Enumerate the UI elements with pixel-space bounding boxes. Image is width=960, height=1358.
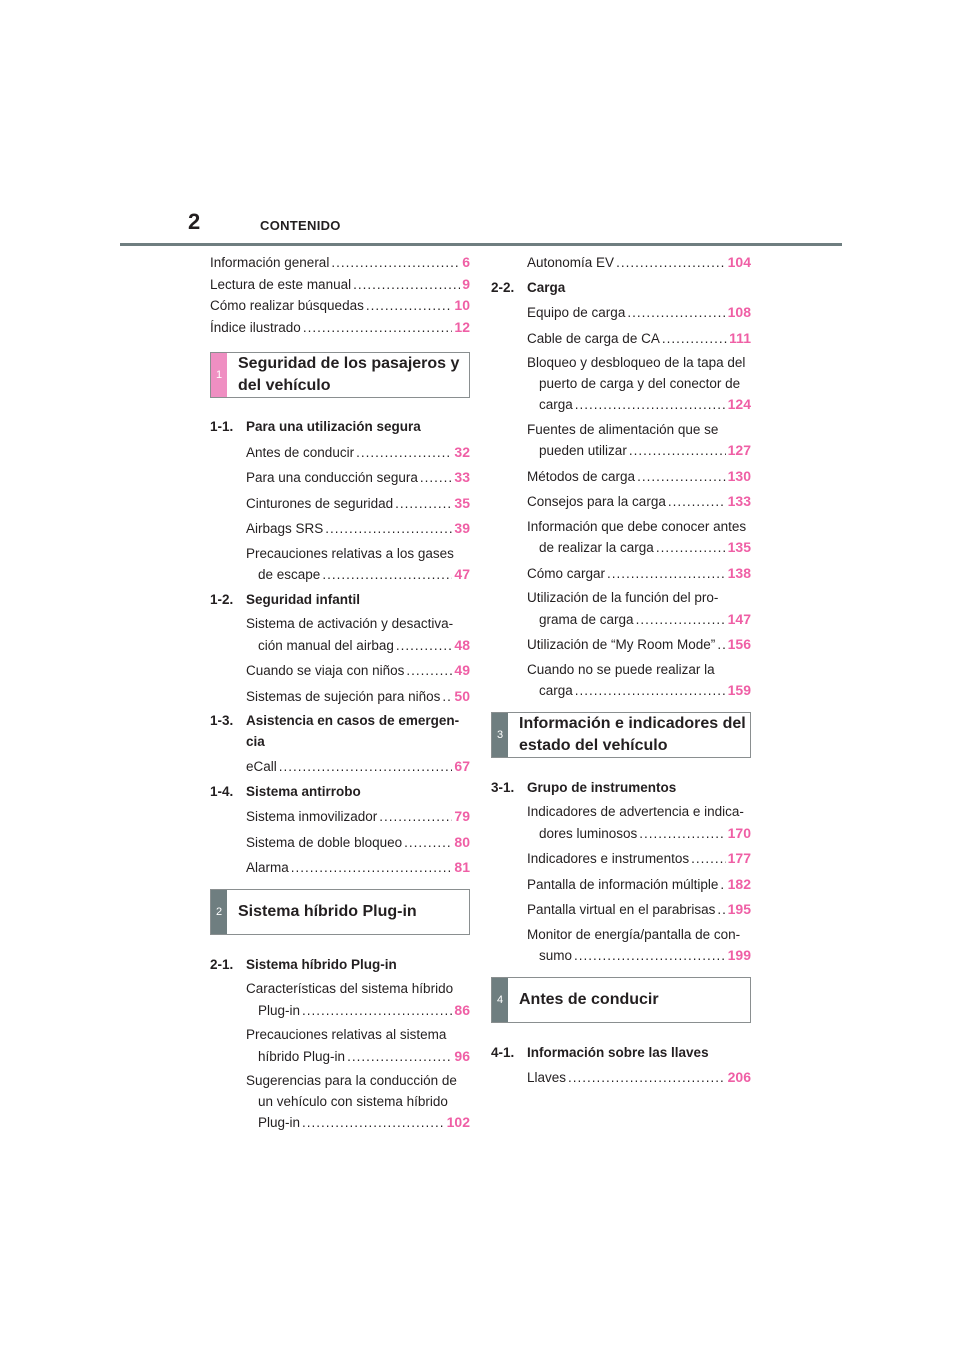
section-heading: 1-2. Seguridad infantil [210,591,361,607]
entry-text: Plug-in [258,1002,301,1018]
toc-entry[interactable] [491,802,751,844]
page-link[interactable]: 177 [727,850,751,866]
intro-list [210,252,470,338]
dot-leader [717,635,725,656]
toc-entry[interactable] [491,925,751,967]
entry-text: un vehículo con sistema híbrido [258,1093,448,1109]
page-link[interactable]: 6 [462,254,470,270]
dot-leader [575,395,726,416]
dot-leader [668,492,726,513]
dot-leader [639,824,725,845]
entry-text: de realizar la carga [539,540,654,555]
toc-entry[interactable] [210,1025,470,1067]
dot-leader [356,443,452,464]
entry-text: Indicadores e instrumentos [527,851,690,866]
chapter-title: Antes de conducir [519,990,659,1008]
page-link[interactable]: 133 [727,493,751,509]
toc-entry[interactable] [210,614,470,656]
dot-leader [420,468,453,489]
entry-text: Cable de carga de CA [527,330,660,346]
chapter-tab: 1 [211,353,227,397]
entry-text: Consejos para la carga [527,494,666,509]
entry-text: Antes de conducir [246,444,355,460]
entry-text: Sistema de activación y desactiva- [246,616,454,631]
page-link[interactable]: 81 [454,859,470,875]
toc-entry[interactable] [491,563,751,585]
toc-entry[interactable] [491,1067,751,1089]
page-link[interactable]: 156 [727,636,751,652]
dot-leader [347,1047,452,1068]
dot-leader [629,441,726,462]
entry-text: dores luminosos [539,825,638,841]
entry-text: Cuando se viaja con niños [246,663,405,678]
chapter-tab: 2 [211,890,227,934]
entry-text: Utilización de “My Room Mode” [527,637,716,652]
section-heading: 3-1. Grupo de instrumentos [491,779,677,795]
page-link[interactable]: 33 [454,469,470,485]
section-heading: 2-1. Sistema híbrido Plug-in [210,956,397,972]
dot-leader [691,849,726,870]
toc-entry[interactable] [491,899,751,921]
dot-leader [279,757,453,778]
entry-text: Para una conducción segura [246,470,418,485]
entry-text: Métodos de carga [527,468,636,484]
toc-entry[interactable] [210,274,470,296]
page-link[interactable]: 159 [727,682,751,698]
page-link[interactable]: 80 [454,833,470,850]
entry-text: Bloqueo y desbloqueo de la tapa del [527,355,746,370]
entry-text: ción manual del airbag [258,637,394,653]
dot-leader [575,681,726,702]
toc-entry[interactable] [491,466,751,488]
page-link[interactable]: 86 [454,1001,470,1018]
entry-text: Características del sistema híbrido [246,981,454,996]
toc-entry[interactable] [491,252,751,274]
entry-text: carga [539,683,573,698]
toc-entry[interactable] [210,660,470,682]
toc-entry[interactable] [210,756,470,778]
dot-leader [607,564,726,585]
entry-text: Pantalla virtual en el parabrisas [527,902,716,917]
page-link[interactable]: 67 [454,758,470,774]
toc-left-column [210,252,470,1138]
dot-leader [302,1113,445,1134]
entry-text: carga [539,397,573,412]
dot-leader [442,687,452,708]
page-link[interactable]: 47 [454,566,470,582]
entry-text: Plug-in [258,1115,301,1130]
toc-entry[interactable] [491,660,751,702]
chapter-title: Sistema híbrido Plug-in [238,902,417,920]
toc-entry[interactable] [210,857,470,879]
page-link[interactable]: 124 [727,396,751,412]
chapter-title: Información e indicadores del estado del vehículo [519,714,746,754]
page-link[interactable]: 182 [727,875,751,892]
entry-text: Sugerencias para la conducción de [246,1073,457,1088]
entry-text: Pantalla de información múltiple [527,876,719,892]
entry-text: Información general [210,255,330,270]
page-link[interactable]: 48 [454,636,470,653]
entry-text: grama de carga [539,611,634,627]
toc-entry[interactable] [210,544,470,586]
toc-entry[interactable] [491,328,751,350]
toc-entry[interactable] [210,317,470,339]
chapter-tab: 3 [492,713,508,757]
dot-leader [636,610,726,631]
page-link[interactable]: 39 [454,520,470,536]
entry-text: Sistema de doble bloqueo [246,834,403,850]
toc-entry[interactable] [210,442,470,464]
dot-leader [404,833,452,854]
entry-text: Información que debe conocer antes [527,518,747,534]
toc-entry[interactable] [491,517,751,559]
dot-leader [568,1068,726,1089]
page-link[interactable]: 35 [454,494,470,511]
entry-text: puerto de carga y del conector de [539,375,741,391]
page-link[interactable]: 49 [454,662,470,678]
page-link[interactable]: 108 [727,304,751,320]
page-link[interactable]: 111 [729,329,751,346]
entry-text: Equipo de carga [527,305,626,320]
entry-text: Utilización de la función del pro- [527,590,719,605]
entry-text: Monitor de energía/pantalla de con- [527,926,741,942]
page-link[interactable]: 199 [727,947,751,963]
entry-text: Fuentes de alimentación que se [527,421,719,437]
toc-entry[interactable] [491,491,751,513]
dot-leader [302,1001,452,1022]
page-link[interactable]: 9 [462,275,470,292]
dot-leader [637,467,726,488]
toc-entry[interactable] [210,1071,470,1134]
entry-text: Cuando no se puede realizar la [527,661,715,677]
entry-text: Sistema inmovilizador [246,809,378,824]
page-link[interactable]: 195 [727,901,751,917]
page-link[interactable]: 147 [727,610,751,627]
dot-leader [656,538,726,559]
toc-entry[interactable] [491,353,751,416]
entry-text: Alarma [246,860,289,875]
dot-leader [322,565,452,586]
page-link[interactable]: 206 [727,1069,751,1085]
page-link[interactable]: 130 [727,467,751,484]
entry-text: híbrido Plug-in [258,1048,346,1064]
page-link[interactable]: 12 [454,318,470,335]
page-link[interactable]: 32 [454,443,470,460]
toc-entry[interactable] [491,302,751,324]
toc-entry[interactable] [491,420,751,462]
entry-text: Cómo realizar búsquedas [210,298,364,313]
section-heading: 1-3. Asistencia en casos de emergen-cia [210,713,460,749]
page-link[interactable]: 102 [446,1114,470,1130]
page-link[interactable]: 135 [727,539,751,555]
entry-text: Cinturones de seguridad [246,495,394,511]
chapter-3-box[interactable] [491,712,751,758]
page-link[interactable]: 138 [727,564,751,581]
toc-entry[interactable] [210,252,470,274]
page-link[interactable]: 127 [727,442,751,458]
page-link[interactable]: 79 [454,808,470,824]
entry-text: eCall [246,759,277,774]
entry-text: Autonomía EV [527,255,615,270]
entry-text: Índice ilustrado [210,319,301,335]
entry-text: Llaves [527,1070,567,1085]
toc-entry[interactable] [491,588,751,630]
section-heading: 1-4. Sistema antirrobo [210,783,361,799]
toc-entry[interactable] [210,467,470,489]
chapter-2-box[interactable] [210,889,470,935]
dot-leader [406,661,452,682]
entry-text: Precauciones relativas a los gases [246,545,454,561]
dot-leader [379,807,452,828]
dot-leader [353,275,460,296]
toc-right-column [491,252,751,1093]
dot-leader [395,494,452,515]
page-link[interactable]: 96 [454,1047,470,1064]
entry-text: Cómo cargar [527,565,606,581]
chapter-tab: 4 [492,978,508,1022]
dot-leader [303,318,453,339]
dot-leader [574,946,726,967]
header-rule [120,243,842,246]
toc-entry[interactable] [210,979,470,1021]
dot-leader [325,519,452,540]
entry-text: Sistemas de sujeción para niños [246,688,441,704]
chapter-title: Seguridad de los pasajeros y del vehículo [238,355,460,394]
dot-leader [627,303,725,324]
page-link[interactable]: 170 [727,824,751,841]
entry-text: Indicadores de advertencia e indica- [527,804,744,819]
chapter-1-box[interactable] [210,352,470,398]
page-link[interactable]: 50 [454,687,470,704]
header-title: CONTENIDO [260,218,341,233]
dot-leader [662,329,727,350]
dot-leader [717,900,725,921]
toc-entry[interactable] [210,832,470,854]
toc-entry[interactable] [491,848,751,870]
dot-leader [720,875,725,896]
entry-text: de escape [258,567,321,582]
section-heading: 4-1. Información sobre las llaves [491,1044,709,1060]
dot-leader [291,858,453,879]
section-heading: 1-1. Para una utilización segura [210,419,421,434]
entry-text: Lectura de este manual [210,276,352,292]
toc-entry[interactable] [210,518,470,540]
chapter-4-box[interactable] [491,977,751,1023]
page-link[interactable]: 104 [727,254,751,270]
page-link[interactable]: 10 [454,297,470,313]
section-heading: 2-2. Carga [491,279,566,295]
entry-text: Airbags SRS [246,521,324,536]
entry-text: sumo [539,948,573,963]
page-number: 2 [188,209,201,234]
dot-leader [331,253,460,274]
toc-entry[interactable] [491,874,751,896]
toc-entry[interactable] [210,295,470,317]
toc-entry[interactable] [210,493,470,515]
toc-entry[interactable] [210,686,470,708]
toc-entry[interactable] [210,806,470,828]
entry-text: pueden utilizar [539,443,627,458]
dot-leader [616,253,726,274]
dot-leader [396,636,453,657]
entry-text: Precauciones relativas al sistema [246,1027,447,1042]
toc-entry[interactable] [491,634,751,656]
dot-leader [366,296,453,317]
